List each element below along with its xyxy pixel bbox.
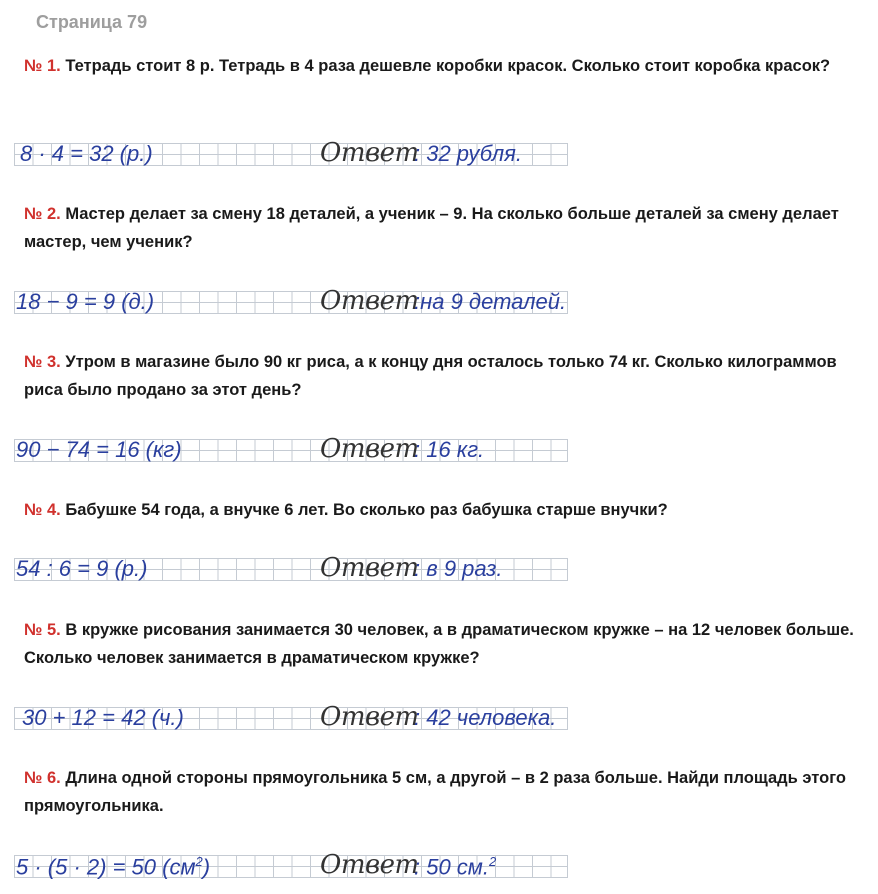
answer-text [414,855,496,878]
answer-text: :на 9 деталей. [414,289,567,314]
task-number: № 4. [24,501,61,519]
task-text: Длина одной стороны прямоугольника 5 см, а другой – в 2 раза больше. Найди площадь этого прямоугольника. [24,769,846,815]
task-2-statement [24,200,854,256]
task-number: № 5. [24,621,61,639]
solution-superscript: 2 [195,854,203,869]
task-text: Мастер делает за смену 18 деталей, а ученик – 9. На сколько больше деталей за смену делает мастер, чем ученик? [24,205,839,251]
task-4-statement [24,496,854,524]
task-text: В кружке рисования занимается 30 человек, а в драматическом кружке – на 12 человек больше. Сколько человек занимается в драматическом кружке? [24,621,854,667]
answer-label: Ответ [320,702,419,732]
task-number: № 3. [24,353,61,371]
answer-main: : 50 см. [414,854,490,880]
task-3-statement [24,348,854,404]
answer-label: Ответ [320,553,419,583]
solution-text: 90 − 74 = 16 (кг) [16,437,182,462]
solution-text: 54 : 6 = 9 (р.) [16,556,148,581]
solution-main: 5 · (5 · 2) = 50 (см [16,854,196,880]
answer-label: Ответ [320,138,419,168]
task-number: № 1. [24,57,61,75]
task-text: Бабушке 54 года, а внучке 6 лет. Во сколько раз бабушка старше внучки? [65,501,668,519]
solution-text: 30 + 12 = 42 (ч.) [22,705,184,730]
answer-text: : 32 рубля. [414,141,522,166]
answer-text: : в 9 раз. [414,556,503,581]
page-title: Страница 79 [36,12,148,32]
answer-superscript: 2 [489,854,497,869]
answer-label: Ответ [320,286,419,316]
answer-text: : 16 кг. [414,437,485,462]
task-text: Тетрадь стоит 8 р. Тетрадь в 4 раза дешевле коробки красок. Сколько стоит коробка красок? [65,57,831,75]
solution-text [16,855,210,878]
answer-text: : 42 человека. [414,705,557,730]
task-1-statement [24,52,854,80]
task-number: № 2. [24,205,61,223]
solution-end: ) [202,854,211,880]
answer-label: Ответ [320,850,419,880]
task-number: № 6. [24,769,61,787]
solution-text: 18 − 9 = 9 (д.) [16,289,155,314]
task-5-statement [24,616,854,672]
solution-text: 8 · 4 = 32 (р.) [20,141,153,166]
answer-label: Ответ [320,434,419,464]
task-text: Утром в магазине было 90 кг риса, а к концу дня осталось только 74 кг. Сколько килограммов риса было продано за этот день? [24,353,837,399]
task-6-statement [24,764,854,820]
